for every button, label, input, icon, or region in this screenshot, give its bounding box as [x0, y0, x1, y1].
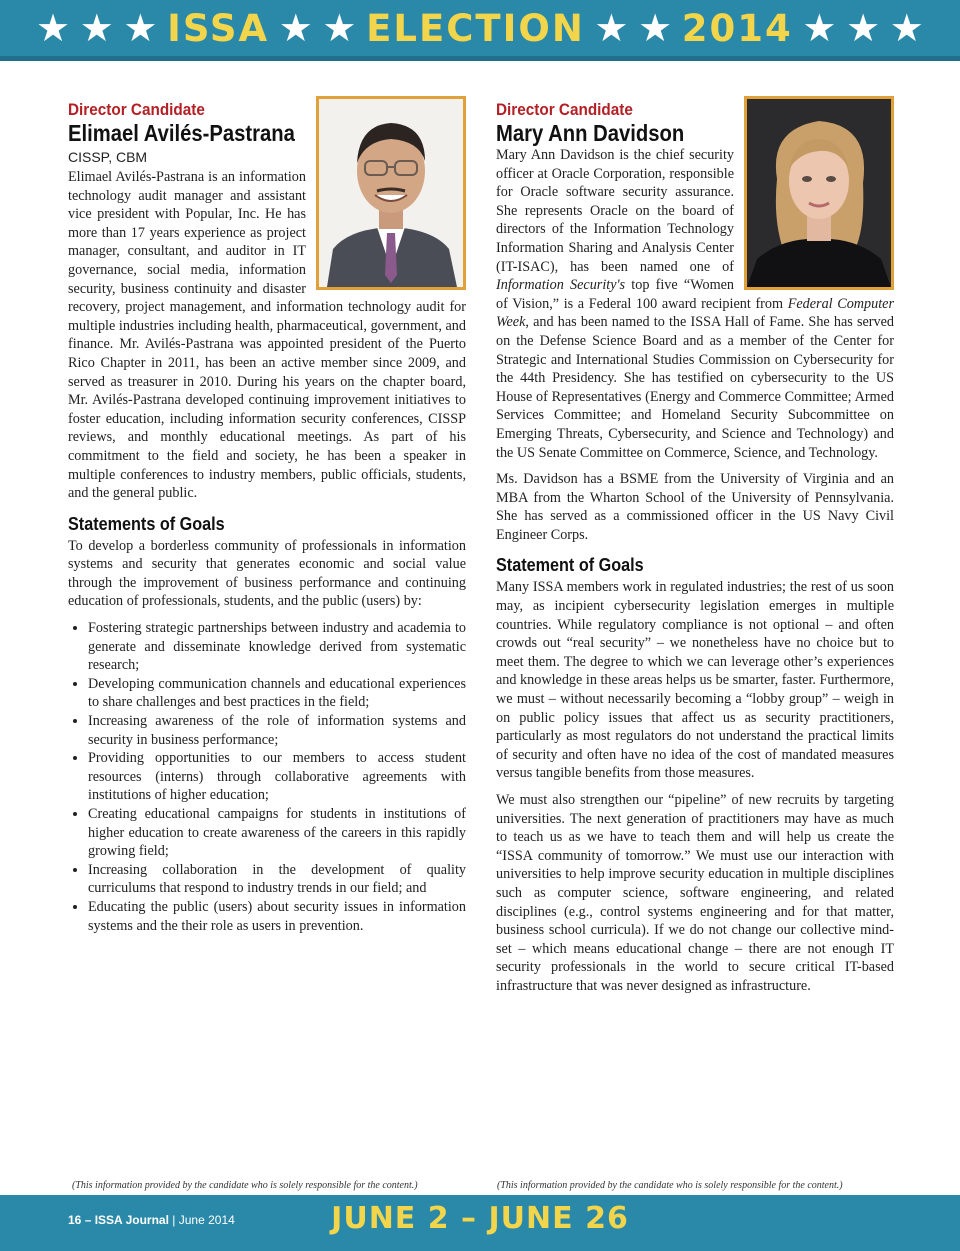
- candidate-column-right: [496, 96, 894, 1004]
- candidate-kicker: Director Candidate: [68, 100, 205, 119]
- star-icon: ★: [638, 6, 673, 50]
- star-icon: ★: [802, 6, 837, 50]
- candidate-education: Ms. Davidson has a BSME from the University of Virginia and an MBA from the Wharton School of the University of Pennsylvania. She has served as a commissioned officer in the US Navy Civil Engineer Corps.: [496, 471, 894, 543]
- banner-word-year: 2014: [681, 6, 793, 50]
- bio-text: top five “Women of Vision,” is a Federal 100 award recipient from: [496, 277, 788, 312]
- star-icon: ★: [278, 6, 313, 50]
- list-item: • Creating educational campaigns for students in institutions of higher education to create awareness of the careers in this rapidly growing field;: [88, 805, 466, 861]
- goals-heading: Statements of Goals: [68, 513, 225, 534]
- list-item: • Providing opportunities to our members to access student resources (interns) through collaborative agreements with institutions of higher education;: [88, 749, 466, 805]
- banner-underline: [0, 56, 960, 61]
- candidate-kicker: Director Candidate: [496, 100, 633, 119]
- star-icon: ★: [594, 6, 629, 50]
- publication-title: Information Security's: [496, 277, 626, 294]
- candidate-column-left: [68, 96, 466, 935]
- candidate-name: Elimael Avilés-Pastrana: [68, 120, 295, 146]
- candidate-name: Mary Ann Davidson: [496, 120, 685, 146]
- goals-paragraph: We must also strengthen our “pipeline” of new recruits by targeting universities. The next generation of practitioners may have as much to teach us as we have to teach them and will help us create the “ISSA community of tomorrow.” We must use our interaction with universities to help improve security education in multiple disciplines such as computer science, software engineering, and related disciplines (e.g., control systems engineering and for that matter, business school curricula). If we do not change our collective mind-set – which means educational change – there are not enough IT security professionals in the world to secure critical IT-based infrastructure that was never designed as infrastructure.: [496, 792, 894, 994]
- list-item: • Fostering strategic partnerships between industry and academia to generate and disseminate knowledge derived from systematic research;: [88, 619, 466, 675]
- star-icon: ★: [123, 6, 158, 50]
- list-item: • Developing communication channels and educational experiences to share challenges and best practices in the field;: [88, 675, 466, 712]
- goals-list: [68, 619, 466, 935]
- publication-title: Federal Computer Week: [496, 295, 894, 331]
- folio-separator: –: [81, 1213, 95, 1227]
- issue-date: June 2014: [178, 1213, 235, 1227]
- list-item: • Increasing awareness of the role of information systems and security in business performance;: [88, 712, 466, 749]
- candidate-credentials: CISSP, CBM: [68, 149, 148, 165]
- star-icon: ★: [36, 6, 71, 50]
- disclaimer-note: (This information provided by the candidate who is solely responsible for the content.): [497, 1180, 843, 1191]
- disclaimer-note: (This information provided by the candidate who is solely responsible for the content.): [72, 1180, 418, 1191]
- star-icon: ★: [846, 6, 881, 50]
- goals-heading: Statement of Goals: [496, 555, 644, 576]
- bio-text: Mary Ann Davidson is the chief security officer at Oracle Corporation, responsible for Oracle software security assurance. She represents Oracle on the board of directors of the Information Technology Information Sharing and Analysis Center (IT-ISAC), has been named one of: [496, 147, 734, 275]
- election-dates: JUNE 2 – JUNE 26: [331, 1201, 629, 1236]
- banner-word-issa: ISSA: [167, 6, 270, 50]
- list-item: • Educating the public (users) about security issues in information systems and the their role as users in prevention.: [88, 898, 466, 935]
- candidate-bio: Elimael Avilés-Pastrana is an information technology audit manager and assistant vice president with Popular, Inc. He has more than 17 years experience as project manager, consultant, and auditor in IT governance, social media, information security, business continuity and disaster recovery, project management, and information technology audit for multiple industries including health, pharmaceutical, government, and finance. Mr. Avilés-Pastrana was appointed president of the Puerto Rico Chapter in 2011, has been an active member since 2009, and served as treasurer in 2010. During his years on the chapter board, Mr. Avilés-Pastrana developed continuing improvement initiatives to foster education, including information security conferences, CISSP reviews, and monthly educational meetings. As part of his commitment to the field and society, he has been a speaker in multiple conferences to industry members, public officials, students, and the general public.: [68, 169, 466, 502]
- list-item: • Increasing collaboration in the development of quality curriculums that respond to industry trends in our field; and: [88, 861, 466, 898]
- election-banner: [0, 0, 960, 56]
- bio-text: , and has been named to the ISSA Hall of Fame. She has served on the Defense Science Board and as a member of the Center for Strategic and International Studies Commission on Cybersecurity for the 44th Presidency. She has testified on cybersecurity to the US House of Representatives (Energy and Commerce Committee; Armed Services Committee; and Homeland Security Subcommittee on Emerging Threats, Cybersecurity, and Science and Technology) and the US Senate Committee on Commerce, Science, and Technology.: [496, 314, 894, 461]
- banner-word-election: ELECTION: [366, 6, 585, 50]
- page-footer: [0, 1195, 960, 1251]
- journal-name: ISSA Journal: [94, 1213, 169, 1227]
- star-icon: ★: [889, 6, 924, 50]
- folio-separator: |: [168, 1213, 179, 1227]
- page-number: 16: [68, 1213, 82, 1227]
- star-icon: ★: [79, 6, 114, 50]
- star-icon: ★: [322, 6, 357, 50]
- goals-intro: To develop a borderless community of professionals in information systems and security that generates economic and social value through the improvement of business performance and continuing education of professionals, students, and the public (users) by:: [68, 537, 466, 610]
- goals-paragraph: Many ISSA members work in regulated industries; the rest of us soon may, as incipient cybersecurity legislation emerges in multiple countries. While regulatory compliance is not optional – and often crowds out “real security” – we nonetheless have no choice but to meet them. The degree to which we can leverage other’s experiences and knowledge in these areas helps us be smarter, faster. Furthermore, we must – without necessarily becoming a “lobby group” – weigh in on public policy issues that affect us as security practitioners, particularly as most regulators do not understand the practical limits of security and often have no idea of the cost of mandated measures versus tangible benefits from those measures.: [496, 579, 894, 782]
